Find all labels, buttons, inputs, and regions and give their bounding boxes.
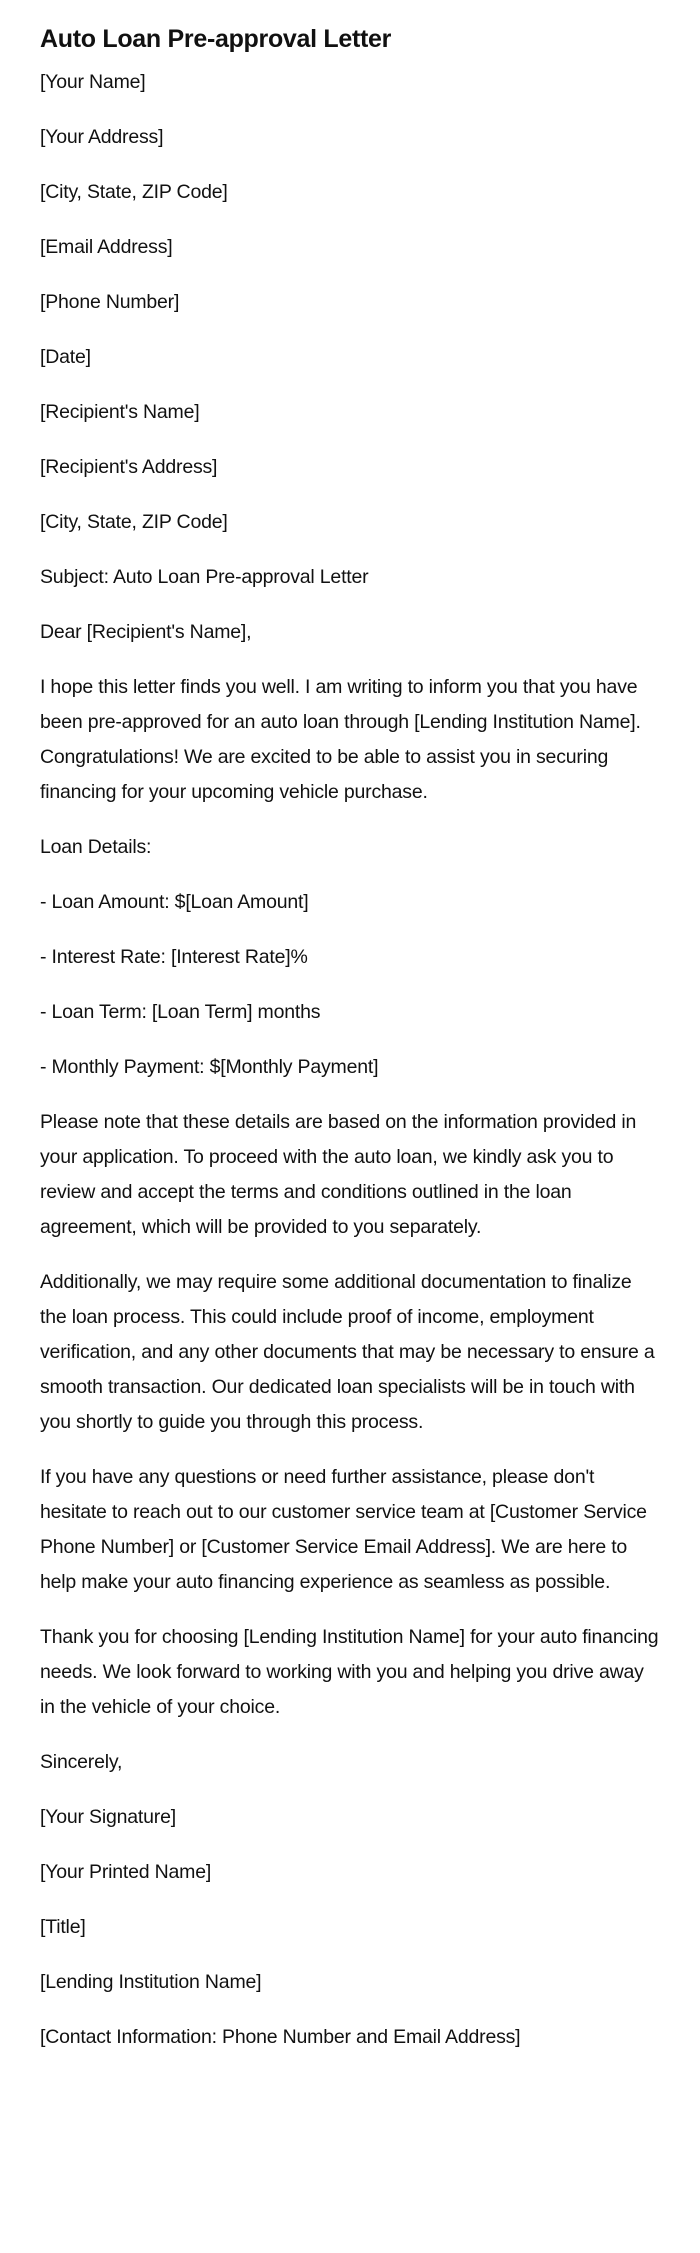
sender-phone: [Phone Number] [40, 291, 180, 313]
sign-off: Sincerely, [40, 1751, 123, 1773]
loan-detail-item: - Loan Term: [Loan Term] months [40, 1001, 321, 1023]
body-paragraph: Additionally, we may require some additional documentation to finalize the loan process. This could include proof of income, employment verification, and any other documents that may be necessary to ensure a smooth transaction. Our dedicated loan specialists will be in touch with you shortly to guide you through this process. [40, 1271, 655, 1433]
contact-information: [Contact Information: Phone Number and Email Address] [40, 2026, 521, 2048]
sender-address: [Your Address] [40, 126, 164, 148]
subject-line: Subject: Auto Loan Pre-approval Letter [40, 566, 369, 588]
body-paragraph: If you have any questions or need further assistance, please don't hesitate to reach out to our customer service team at [Customer Service Phone Number] or [Customer Service Email Address]. We are here to help make your auto financing experience as seamless as possible. [40, 1466, 647, 1593]
sender-email: [Email Address] [40, 236, 173, 258]
signature: [Your Signature] [40, 1806, 176, 1828]
loan-detail-item: - Monthly Payment: $[Monthly Payment] [40, 1056, 379, 1078]
loan-detail-item: - Loan Amount: $[Loan Amount] [40, 891, 309, 913]
institution-name: [Lending Institution Name] [40, 1971, 262, 1993]
loan-detail-item: - Interest Rate: [Interest Rate]% [40, 946, 308, 968]
loan-details-heading: Loan Details: [40, 836, 152, 858]
printed-name: [Your Printed Name] [40, 1861, 212, 1883]
recipient-name: [Recipient's Name] [40, 401, 200, 423]
sender-city-state-zip: [City, State, ZIP Code] [40, 181, 228, 203]
salutation: Dear [Recipient's Name], [40, 621, 252, 643]
recipient-city-state-zip: [City, State, ZIP Code] [40, 511, 228, 533]
signer-title: [Title] [40, 1916, 86, 1938]
intro-paragraph: I hope this letter finds you well. I am writing to inform you that you have been pre-approved for an auto loan through [Lending Institution Name]. Congratulations! We are excited to be able to assist you in securing financing for your upcoming vehicle purchase. [40, 676, 641, 803]
body-paragraph: Please note that these details are based on the information provided in your application. To proceed with the auto loan, we kindly ask you to review and accept the terms and conditions outlined in the loan agreement, which will be provided to you separately. [40, 1111, 637, 1238]
document-title: Auto Loan Pre-approval Letter [40, 25, 392, 53]
body-paragraph: Thank you for choosing [Lending Institution Name] for your auto financing needs. We look forward to working with you and helping you drive away in the vehicle of your choice. [40, 1626, 659, 1718]
recipient-address: [Recipient's Address] [40, 456, 218, 478]
letter-date: [Date] [40, 346, 91, 368]
sender-name: [Your Name] [40, 71, 146, 93]
